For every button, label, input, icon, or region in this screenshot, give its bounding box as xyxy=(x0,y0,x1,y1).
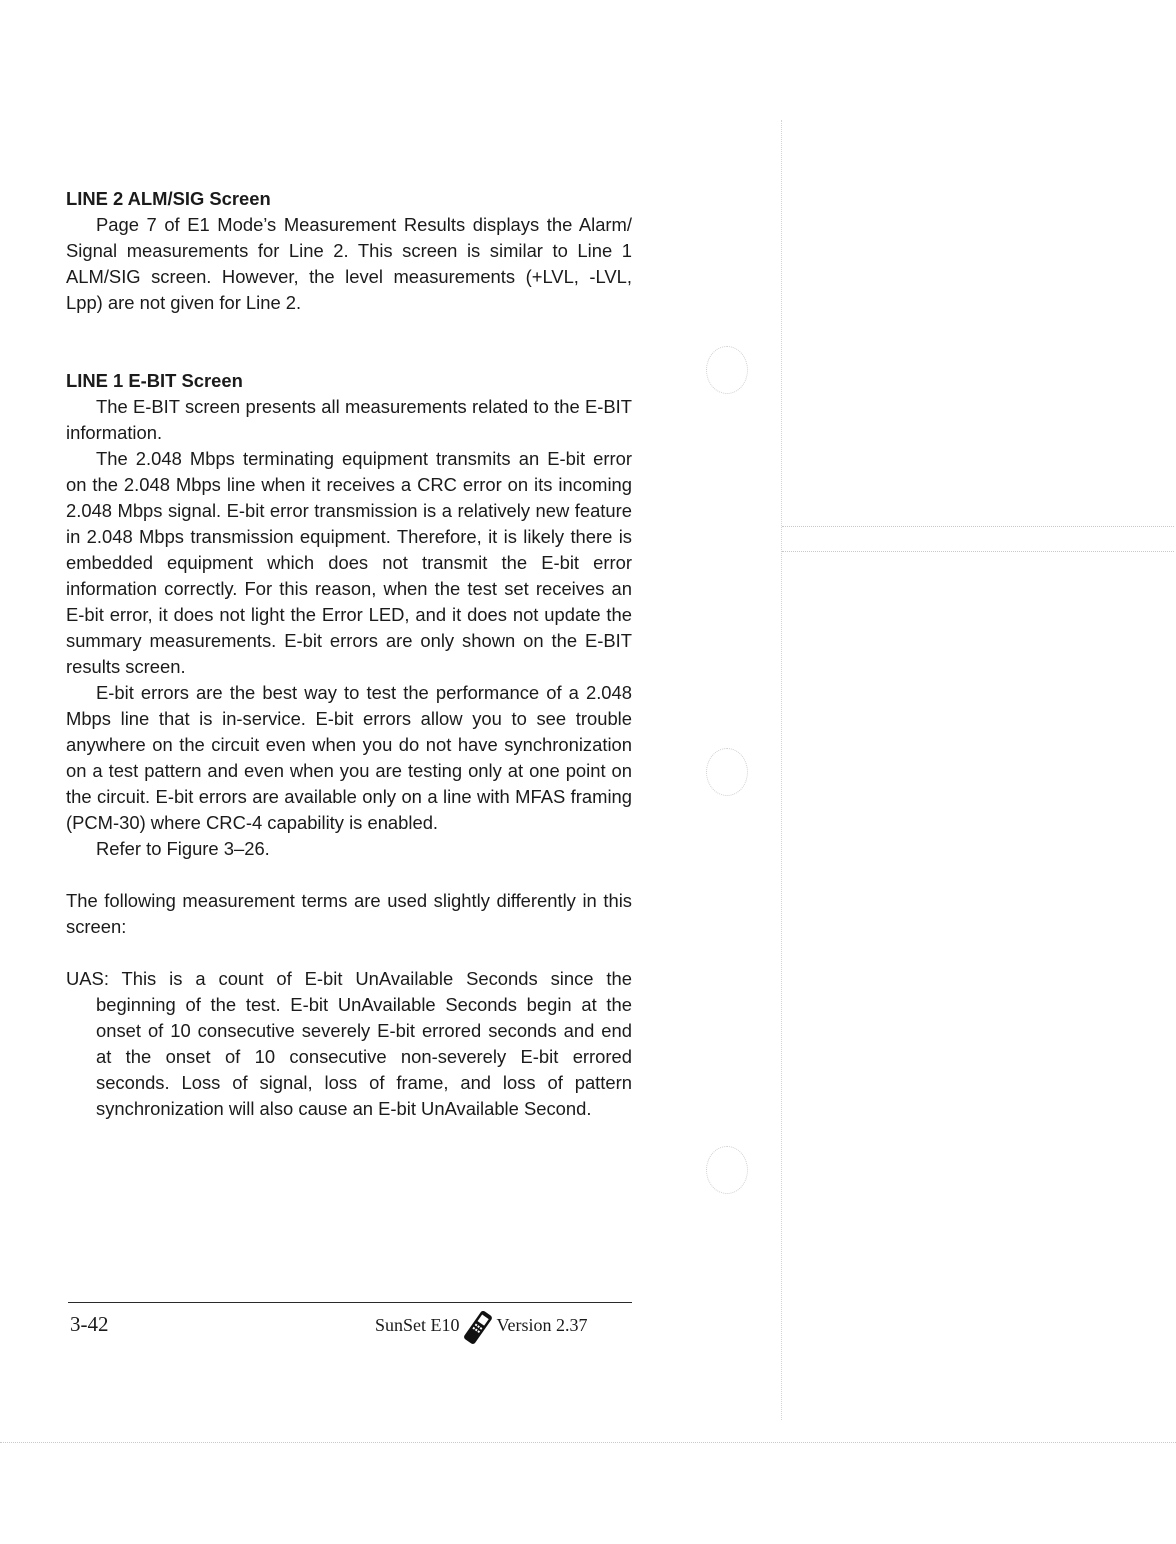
scan-dots xyxy=(782,526,1174,527)
footer-rule xyxy=(68,1302,632,1303)
paragraph: Page 7 of E1 Mode’s Measurement Results displays the Alarm/ Signal measurements for Line 2. This screen is similar to Line 1 ALM/SIG screen. However, the level measurements (+LVL, -LVL, Lpp) are not given for Line 2. xyxy=(66,214,632,313)
handset-logo-icon xyxy=(462,1308,492,1348)
footer-product xyxy=(375,1315,588,1348)
definition-uas: UAS: This is a count of E-bit UnAvailable Seconds since the beginning of the test. E-bit UnAvailable Seconds begin at the onset of 10 consecutive severely E-bit errored seconds and end at the onset of 10 consecutive non-severely E-bit errored seconds. Loss of signal, loss of frame, and loss of pattern synchronization will also cause an E-bit UnAvailable Second. xyxy=(66,968,632,1119)
figure-reference: Refer to Figure 3–26. xyxy=(96,838,270,859)
page-edge-line xyxy=(781,120,782,1420)
section-heading-line2-alm-sig: LINE 2 ALM/SIG Screen xyxy=(66,188,271,209)
punch-hole xyxy=(706,1146,748,1194)
scan-dots xyxy=(0,1442,1176,1443)
punch-hole xyxy=(706,346,748,394)
punch-hole xyxy=(706,748,748,796)
paragraph: The 2.048 Mbps terminating equipment transmits an E-bit error on the 2.048 Mbps line when it receives a CRC error on its incoming 2.048 Mbps signal. E-bit error transmission is a relatively new feature in 2.048 Mbps transmission equipment. Therefore, it is likely there is embedded equipment which does not transmit the E-bit error information correctly. For this reason, when the test set receives an E-bit error, it does not light the Error LED, and it does not update the summary measurements. E-bit errors are only shown on the E-BIT results screen. xyxy=(66,448,632,677)
text-column xyxy=(66,186,632,1122)
product-version: Version 2.37 xyxy=(496,1315,588,1335)
paragraph: E-bit errors are the best way to test the performance of a 2.048 Mbps line that is in-service. E-bit errors allow you to see trouble anywhere on the circuit even when you do not have synchronization on a test pattern and even when you are testing only at one point on the circuit. E-bit errors are available only on a line with MFAS framing (PCM-30) where CRC-4 capability is enabled. xyxy=(66,682,632,833)
product-name: SunSet E10 xyxy=(375,1315,460,1335)
paragraph: The following measurement terms are used slightly differently in this screen: xyxy=(66,890,632,937)
section-heading-line1-ebit: LINE 1 E-BIT Screen xyxy=(66,370,243,391)
page-number: 3-42 xyxy=(70,1312,109,1336)
paragraph: The E-BIT screen presents all measurements related to the E-BIT information. xyxy=(66,396,632,443)
scan-dots xyxy=(782,551,1174,552)
